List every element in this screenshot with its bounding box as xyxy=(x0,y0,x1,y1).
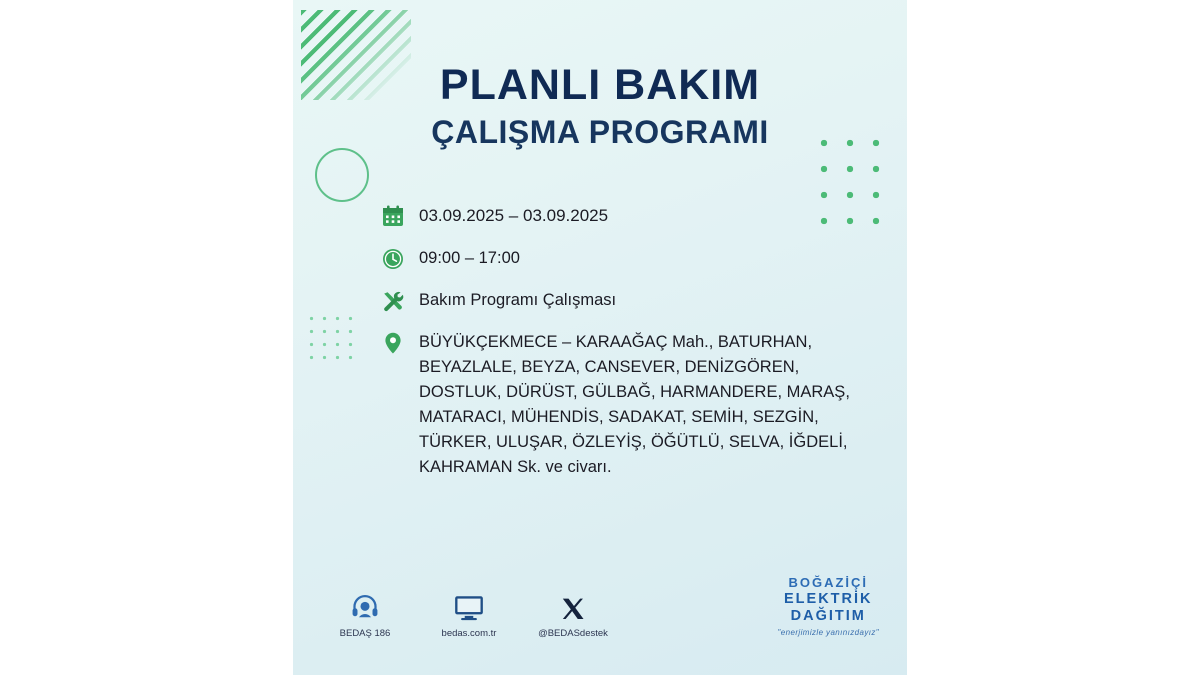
info-row-location xyxy=(379,330,879,480)
poster-title-block xyxy=(293,62,907,151)
brand-logo xyxy=(778,575,879,637)
contact-phone-label: BEDAŞ 186 xyxy=(339,628,391,639)
location-text xyxy=(419,330,850,480)
location-line: BÜYÜKÇEKMECE – KARAAĞAÇ Mah., BATURHAN, xyxy=(419,332,813,351)
location-line: TÜRKER, ULUŞAR, ÖZLEYİŞ, ÖĞÜTLÜ, SELVA, İĞDELİ, xyxy=(419,433,848,452)
location-line: MATARACI, MÜHENDİS, SADAKAT, SEMİH, SEZGİN, xyxy=(419,408,819,427)
location-line: KAHRAMAN Sk. ve civarı. xyxy=(419,458,612,477)
poster-canvas xyxy=(293,0,907,675)
circle-outline-decoration xyxy=(315,148,369,202)
contact-website[interactable] xyxy=(431,588,507,639)
page-title: PLANLI BAKIM xyxy=(439,61,761,109)
info-list xyxy=(379,203,879,497)
x-social-icon xyxy=(535,588,611,622)
contact-website-label: bedas.com.tr xyxy=(441,628,497,639)
contact-x-social[interactable] xyxy=(535,588,611,639)
work-type-text: Bakım Programı Çalışması xyxy=(419,290,617,309)
headset-icon xyxy=(327,588,403,622)
brand-line-1: BOĞAZİÇİ xyxy=(788,575,869,591)
brand-line-3: DAĞITIM xyxy=(790,607,866,624)
location-line: DOSTLUK, DÜRÜST, GÜLBAĞ, HARMANDERE, MARAŞ, xyxy=(419,383,850,402)
info-row-work-type xyxy=(379,288,879,313)
clock-icon xyxy=(379,246,407,271)
calendar-icon xyxy=(379,203,407,228)
contact-list xyxy=(327,588,611,639)
location-line: BEYAZLALE, BEYZA, CANSEVER, DENİZGÖREN, xyxy=(419,358,800,377)
date-range-text: 03.09.2025 – 03.09.2025 xyxy=(419,206,609,225)
poster-footer xyxy=(293,559,907,639)
monitor-icon xyxy=(431,588,507,622)
map-pin-icon xyxy=(379,330,407,355)
brand-line-2: ELEKTRİK xyxy=(784,590,873,607)
dot-grid-left-decoration xyxy=(305,312,357,364)
contact-x-label: @BEDASdestek xyxy=(538,628,608,639)
brand-slogan: "enerjimizle yanınızdayız" xyxy=(777,628,879,637)
page-subtitle: ÇALIŞMA PROGRAMI xyxy=(431,114,769,151)
contact-phone[interactable] xyxy=(327,588,403,639)
tools-icon xyxy=(379,288,407,313)
info-row-time xyxy=(379,246,879,271)
info-row-date xyxy=(379,203,879,229)
time-range-text: 09:00 – 17:00 xyxy=(419,248,520,267)
